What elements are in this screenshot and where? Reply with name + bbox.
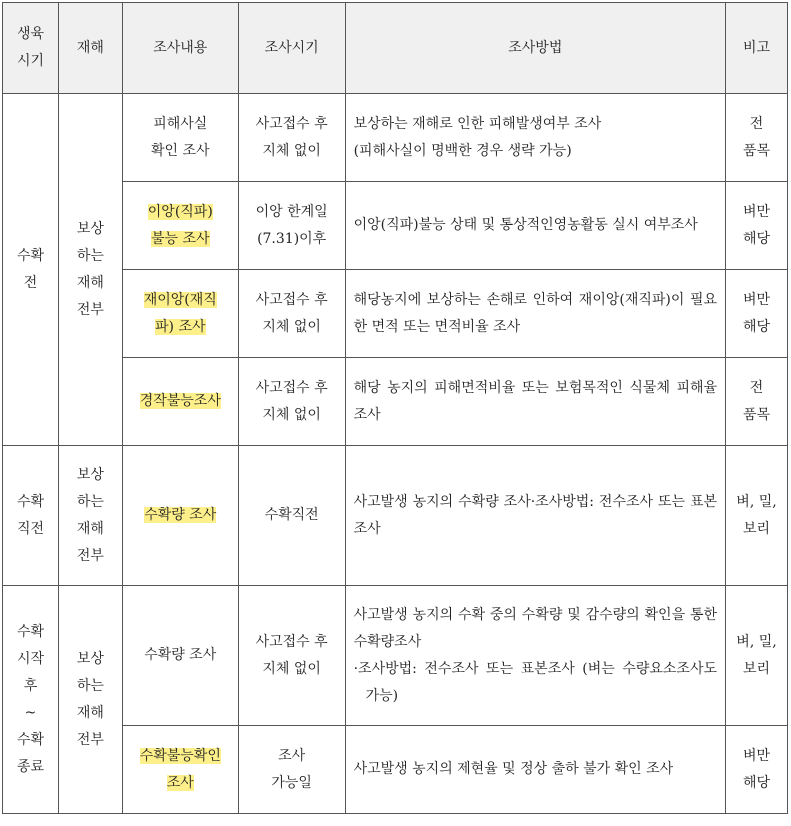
header-timing: 조사시기	[238, 3, 345, 94]
note-cell: 벼, 밀, 보리	[726, 586, 788, 726]
disaster-cell: 보상 하는 재해 전부	[58, 446, 122, 586]
table-row	[3, 446, 788, 586]
timing-cell: 사고접수 후 지체 없이	[238, 586, 345, 726]
method-cell: 해당 농지의 피해면적비율 또는 보험목적인 식물체 피해율 조사	[345, 358, 725, 446]
content-cell	[122, 358, 238, 446]
header-note: 비고	[726, 3, 788, 94]
content-text-highlighted: 경작불능조사	[139, 393, 221, 409]
timing-cell: 사고접수 후 지체 없이	[238, 94, 345, 182]
period-cell: 수확 시작 후 ~ 수확 종료	[3, 586, 59, 814]
content-text-highlighted: 수확량 조사	[144, 507, 217, 523]
period-cell: 수확 직전	[3, 446, 59, 586]
header-period: 생육 시기	[3, 3, 59, 94]
disaster-cell: 보상 하는 재해 전부	[58, 94, 122, 446]
survey-table	[2, 2, 788, 814]
header-content: 조사내용	[122, 3, 238, 94]
timing-cell: 이앙 한계일 (7.31)이후	[238, 182, 345, 270]
content-cell	[122, 726, 238, 814]
note-cell: 전 품목	[726, 94, 788, 182]
header-disaster: 재해	[58, 3, 122, 94]
header-method: 조사방법	[345, 3, 725, 94]
content-cell	[122, 94, 238, 182]
note-cell: 벼만 해당	[726, 270, 788, 358]
timing-cell: 사고접수 후 지체 없이	[238, 358, 345, 446]
note-cell: 벼만 해당	[726, 182, 788, 270]
note-cell: 벼만 해당	[726, 726, 788, 814]
content-cell	[122, 586, 238, 726]
disaster-cell: 보상 하는 재해 전부	[58, 586, 122, 814]
content-cell	[122, 270, 238, 358]
method-cell: 이앙(직파)불능 상태 및 통상적인영농활동 실시 여부조사	[345, 182, 725, 270]
period-cell: 수확 전	[3, 94, 59, 446]
method-cell: 보상하는 재해로 인한 피해발생여부 조사 (피해사실이 명백한 경우 생략 가능)	[345, 94, 725, 182]
header-row	[3, 3, 788, 94]
method-subtext: ·조사방법: 전수조사 또는 표본조사 (벼는 수량요소조사도 가능)	[353, 660, 718, 704]
method-cell: 사고발생 농지의 수확량 조사·조사방법: 전수조사 또는 표본조사	[345, 446, 725, 586]
method-cell	[345, 586, 725, 726]
content-text-highlighted: 수확불능확인 조사	[139, 747, 221, 791]
content-cell	[122, 182, 238, 270]
note-cell: 벼, 밀, 보리	[726, 446, 788, 586]
content-cell	[122, 446, 238, 586]
timing-cell: 사고접수 후 지체 없이	[238, 270, 345, 358]
content-text-highlighted: 이앙(직파) 불능 조사	[147, 203, 213, 247]
content-text: 수확량 조사	[144, 647, 217, 663]
table-row	[3, 586, 788, 726]
method-cell: 해당농지에 보상하는 손해로 인하여 재이앙(재직파)이 필요한 면적 또는 면적비율 조사	[345, 270, 725, 358]
timing-cell: 수확직전	[238, 446, 345, 586]
content-text-highlighted: 재이앙(재직 파) 조사	[143, 291, 217, 335]
content-text: 피해사실 확인 조사	[151, 115, 210, 159]
table-row	[3, 94, 788, 182]
timing-cell: 조사 가능일	[238, 726, 345, 814]
method-text: 사고발생 농지의 수확 중의 수확량 및 감수량의 확인을 통한 수확량조사	[353, 606, 718, 650]
note-cell: 전 품목	[726, 358, 788, 446]
method-cell: 사고발생 농지의 제현율 및 정상 출하 불가 확인 조사	[345, 726, 725, 814]
